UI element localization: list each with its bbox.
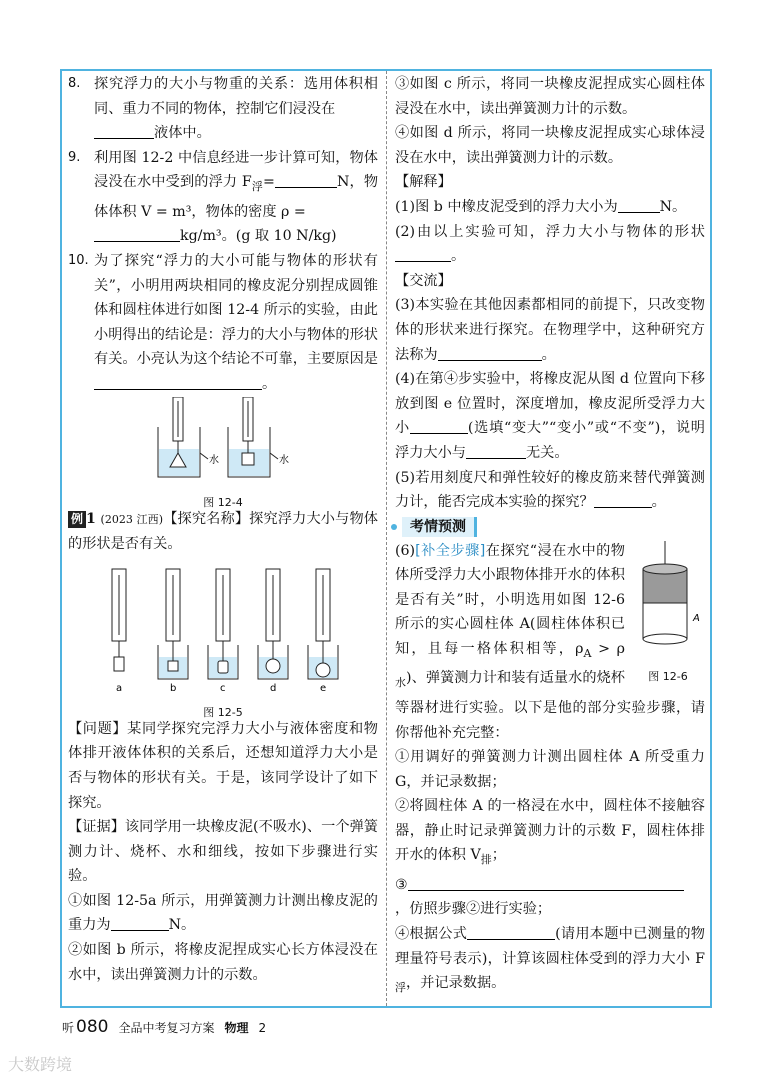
footer-prefix: 听: [62, 1021, 75, 1035]
exchange-heading: 【交流】: [395, 272, 452, 289]
figure-12-4-drawing: [68, 397, 378, 483]
figure-12-4: [68, 397, 378, 510]
answer-blank[interactable]: [94, 122, 154, 139]
evidence-paragraph: 【证据】该同学用一块橡皮泥(不吸水)、一个弹簧测力计、烧杯、水和细线，按如下步骤进行实验。: [68, 819, 378, 885]
answer-blank[interactable]: [466, 442, 526, 459]
answer-blank[interactable]: [94, 373, 262, 390]
fig-label-e: e: [320, 682, 327, 693]
fig-label-c: c: [220, 682, 226, 693]
figure-caption: 图 12-6: [648, 670, 688, 684]
figure-12-5: [68, 561, 378, 720]
left-column: [68, 72, 378, 987]
example-1-title: 例 1 (2023 江西)【探究名称】探究浮力大小与物体的形状是否有关。: [68, 510, 378, 553]
question-number: 10.: [68, 252, 89, 268]
answer-blank[interactable]: [410, 417, 468, 434]
step-s4: ④根据公式 (请用本题中已测量的物理量符号表示)，计算该圆柱体受到的浮力大小 $F_浮$，并记录数据。: [395, 922, 705, 1001]
exchange-4: (4)在第④步实验中，将橡皮泥从图 d 位置向下移放到图 e 位置时，深度增加，橡皮泥所受浮力大小 (选填“变大”“变小”或“不变”)，说明浮力大小与 无关。: [395, 371, 705, 461]
section-title: 考情预测: [402, 517, 477, 537]
water-label: 水: [209, 454, 219, 466]
sphere-object-d: [266, 659, 280, 673]
step-4: ④如图 d 所示，将同一块橡皮泥捏成实心球体浸没在水中，读出弹簧测力计的示数。: [395, 125, 705, 166]
figure-12-5-drawing: [68, 561, 378, 693]
question-8: 8. 探究浮力的大小与物重的关系：选用体积相同、重力不同的物体，控制它们浸没在 液体中。: [68, 72, 378, 146]
fig-label-b: b: [170, 682, 177, 693]
question-number: 8.: [68, 76, 81, 91]
answer-blank[interactable]: [438, 344, 542, 361]
sphere-object-e: [316, 663, 330, 677]
explain-heading: 【解释】: [395, 174, 452, 191]
page-number: 080: [76, 1017, 109, 1037]
answer-blank[interactable]: [467, 923, 555, 940]
answer-blank[interactable]: [618, 196, 660, 213]
cylinder-object: [242, 453, 254, 465]
cylinder-object-c: [218, 661, 228, 673]
question-6: A 图 12-6 (6)[补全步骤]在探究“浸在水中的物体所受浮力大小跟物体排开水的体积是否有关”时，小明选用如图 12-6 所示的实心圆柱体 A(圆柱体体积已知，且每一格体积相等，$\rho_A > \rho_水$)、弹簧测力计和装有适量水的烧杯等器材进行实验。以下是他的部分实验步骤，请你帮他补充完整：: [395, 539, 705, 745]
step-3: ③如图 c 所示，将同一块橡皮泥捏成实心圆柱体浸没在水中，读出弹簧测力计的示数。: [395, 76, 705, 117]
right-column: [395, 72, 705, 1001]
cylinder-label: A: [693, 612, 700, 624]
answer-blank[interactable]: [395, 245, 451, 262]
explain-1: (1)图 b 中橡皮泥受到的浮力大小为 N。: [395, 195, 705, 220]
fig-label-a: a: [116, 682, 123, 693]
answer-blank[interactable]: [275, 171, 337, 188]
answer-blank[interactable]: [594, 491, 652, 508]
book-title: 全品中考复习方案: [118, 1021, 215, 1035]
question-9: 9. 利用图 12-2 中信息经进一步计算可知，物体浸没在水中受到的浮力 $F_浮= N$，物体体积 V = m³，物体的密度 ρ = kg/m³。(g 取 10 N/kg): [68, 146, 378, 249]
step-tag: [补全步骤]: [415, 542, 486, 559]
clay-object-a: [114, 657, 124, 671]
step-s1: ①用调好的弹簧测力计测出圆柱体 A 所受重力 G，并记录数据；: [395, 749, 705, 790]
fig-label-d: d: [270, 682, 277, 693]
step-2: ②如图 b 所示，将橡皮泥捏成实心长方体浸没在水中，读出弹簧测力计的示数。: [68, 942, 378, 983]
example-badge: 例: [68, 511, 86, 528]
cuboid-object: [168, 661, 178, 671]
question-10: 10. 为了探究“浮力的大小可能与物体的形状有关”，小明用两块相同的橡皮泥分别捏成圆锥体和圆柱体进行如图 12-4 所示的实验，由此小明得出的结论是：浮力的大小与物体的形状有关。小亮认为这个结论不可靠，主要原因是。: [68, 249, 378, 397]
answer-blank[interactable]: [94, 225, 180, 242]
figure-12-6-drawing: [631, 539, 705, 657]
step-s2: ②将圆柱体 A 的一格浸在水中，圆柱体不接触容器，静止时记录弹簧测力计的示数 F，圆柱体排开水的体积 $V_排$；: [395, 798, 705, 867]
explain-2: (2)由以上实验可知，浮力大小与物体的形状。: [395, 223, 705, 265]
bullet-icon: [391, 524, 397, 530]
subject: 物理: [224, 1021, 249, 1035]
step-1: ①如图 12-5a 所示，用弹簧测力计测出橡皮泥的重力为 N。: [68, 892, 378, 934]
figure-caption: 图 12-4: [203, 496, 243, 510]
figure-12-6: [631, 539, 705, 684]
page-footer: [62, 1017, 266, 1037]
exchange-3: (3)本实验在其他因素都相同的前提下，只改变物体的形状来进行探究。在物理学中，这种研究方法称为 。: [395, 297, 705, 363]
problem-paragraph: 【问题】某同学探究完浮力大小与液体密度和物体排开液体体积的关系后，还想知道浮力大小是否与物体的形状有关。于是，该同学设计了如下探究。: [68, 720, 378, 811]
watermark: 大数跨境: [8, 1055, 73, 1074]
volume: 2: [258, 1021, 267, 1035]
answer-blank[interactable]: [111, 914, 169, 931]
question-number: 9.: [68, 149, 81, 165]
step-s3: ③ ，仿照步骤②进行实验；: [395, 873, 705, 922]
water-label: 水: [279, 454, 289, 466]
exchange-5: (5)若用刻度尺和弹性较好的橡皮筋来替代弹簧测力计，能否完成本实验的探究？ 。: [395, 469, 705, 511]
column-divider: [386, 71, 387, 1006]
section-header: [391, 517, 705, 537]
figure-caption: 图 12-5: [203, 706, 243, 720]
answer-blank[interactable]: [408, 874, 684, 891]
